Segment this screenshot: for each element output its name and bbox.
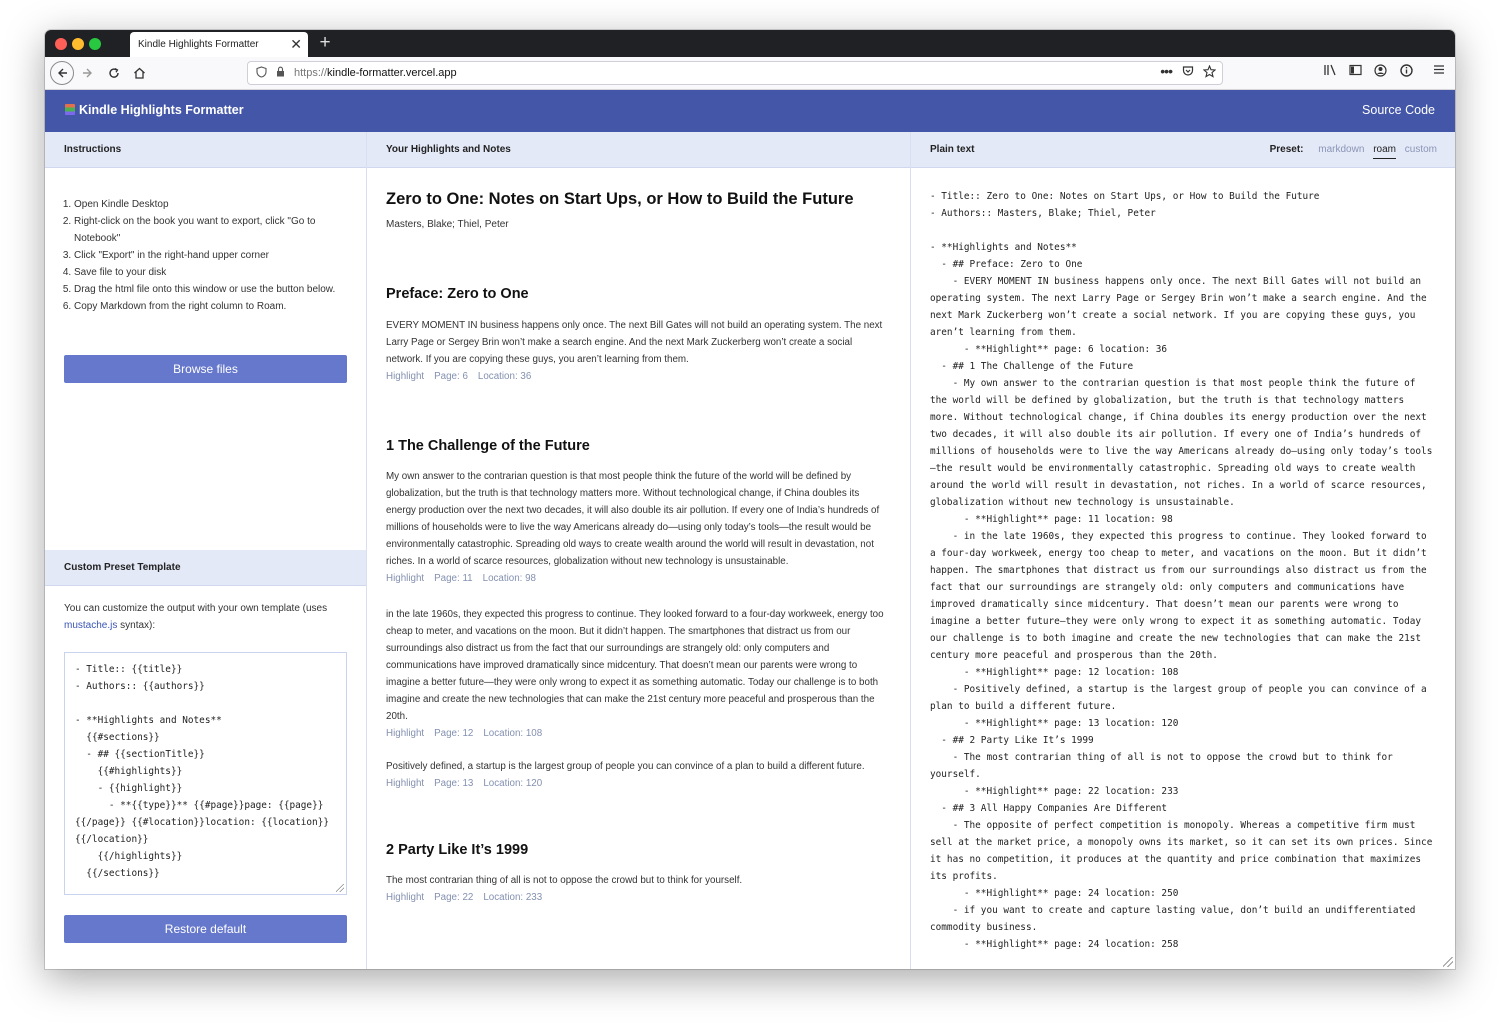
preset-selector xyxy=(1270,144,1437,155)
books-logo-icon xyxy=(65,104,75,115)
highlight-item xyxy=(386,758,891,792)
window-resize-grip-icon[interactable] xyxy=(1443,957,1453,967)
instruction-step: 6. Copy Markdown from the right column to Roam. xyxy=(74,298,347,315)
library-icon[interactable] xyxy=(1323,64,1337,79)
tab-title: Kindle Highlights Formatter xyxy=(138,39,259,50)
instruction-step: 2. Right-click on the book you want to export, click "Go to Notebook" xyxy=(74,213,347,247)
highlight-meta: Highlight Page: 6 Location: 36 xyxy=(386,371,532,382)
tab-bar xyxy=(45,30,1455,57)
home-icon xyxy=(133,67,146,79)
forward-button[interactable] xyxy=(77,62,99,84)
reload-button[interactable] xyxy=(103,62,125,84)
highlight-text: Positively defined, a startup is the largest group of people you can convince of a plan to build a different future. xyxy=(386,761,865,772)
template-textarea[interactable] xyxy=(64,652,347,895)
book-authors: Masters, Blake; Thiel, Peter xyxy=(386,219,509,230)
highlight-text: in the late 1960s, they expected this progress to continue. They looked forward to a four-day workweek, energy too cheap to meter, and vacations on the moon. But it didn’t happen. The smartphones that distract us from our surroundings also distract us from the fact that our surroundings are strangely old: only computers and communications have improved dramatically since midcentury. That doesn’t mean our parents were wrong to imagine a better future—they were only wrong to expect it as something automatic. Today our challenge is to both imagine and create the new technologies that can make the 21st century more peaceful and prosperous than the 20th. xyxy=(386,609,884,722)
section-title: 1 The Challenge of the Future xyxy=(386,438,590,454)
back-button[interactable] xyxy=(50,61,74,85)
pocket-icon[interactable] xyxy=(1182,65,1194,80)
resize-grip-icon[interactable] xyxy=(336,884,344,892)
hamburger-menu-icon[interactable] xyxy=(1433,64,1445,78)
app-header xyxy=(45,90,1455,132)
highlights-content xyxy=(367,190,910,906)
navigation-toolbar xyxy=(45,57,1455,90)
page-actions-icon[interactable]: ••• xyxy=(1160,63,1172,79)
close-window-button[interactable] xyxy=(55,38,67,50)
browser-tab[interactable] xyxy=(130,32,308,57)
mustache-link[interactable]: mustache.js xyxy=(64,620,118,631)
highlight-meta: Highlight Page: 11 Location: 98 xyxy=(386,573,537,584)
browse-files-button[interactable]: Browse files xyxy=(64,355,347,383)
highlight-meta: Highlight Page: 12 Location: 108 xyxy=(386,728,543,739)
book-title: Zero to One: Notes on Start Ups, or How to Build the Future xyxy=(386,190,854,208)
restore-default-button[interactable]: Restore default xyxy=(64,915,347,943)
app-columns xyxy=(45,132,1455,969)
custom-preset-body xyxy=(45,586,366,943)
instructions-list xyxy=(64,196,347,315)
sidebar-icon[interactable] xyxy=(1349,64,1362,79)
url-scheme: https:// xyxy=(294,67,328,79)
home-button[interactable] xyxy=(128,62,150,84)
preset-markdown-tab[interactable]: markdown xyxy=(1318,144,1365,155)
instructions-heading: Instructions xyxy=(45,132,366,168)
forward-arrow-icon xyxy=(82,67,94,79)
highlight-item xyxy=(386,606,891,742)
maximize-window-button[interactable] xyxy=(89,38,101,50)
highlights-heading: Your Highlights and Notes xyxy=(367,132,910,168)
highlight-text: My own answer to the contrarian question is that most people think the future of the world will be defined by globalization, but the truth is that technology matters more. Without technological change, if China doubles its energy production over the next two decades, it will also double its air pollution. If every one of India’s hundreds of millions of households were to live the way Americans already do—using only today’s tools—the result would be environmentally catastrophic. Spreading old ways to create wealth around the world will result in devastation, not riches. In a world of scarce resources, globalization without new technology is unsustainable. xyxy=(386,471,880,567)
left-column xyxy=(45,132,367,969)
plain-text-heading: Plain text xyxy=(930,144,975,155)
highlight-item xyxy=(386,468,891,587)
preset-custom-tab[interactable]: custom xyxy=(1404,144,1437,155)
instruction-step: 3. Click "Export" in the right-hand upper corner xyxy=(74,247,347,264)
browser-window xyxy=(45,30,1455,969)
app-title xyxy=(65,103,244,117)
output-header xyxy=(911,132,1455,168)
highlight-meta: Highlight Page: 13 Location: 120 xyxy=(386,778,543,789)
custom-preset-description: You can customize the output with your own template (uses mustache.js syntax): xyxy=(64,603,328,631)
highlight-item xyxy=(386,872,891,906)
address-bar[interactable] xyxy=(247,61,1223,85)
section-title: Preface: Zero to One xyxy=(386,286,529,302)
url-host: kindle-formatter.vercel.app xyxy=(327,67,457,79)
reload-icon xyxy=(108,67,120,79)
instruction-step: 1. Open Kindle Desktop xyxy=(74,196,347,213)
highlight-item xyxy=(386,317,891,385)
highlight-text: The most contrarian thing of all is not to oppose the crowd but to think for yourself. xyxy=(386,875,743,886)
minimize-window-button[interactable] xyxy=(72,38,84,50)
highlight-meta: Highlight Page: 22 Location: 233 xyxy=(386,892,543,903)
extension-info-icon[interactable] xyxy=(1400,64,1413,80)
highlights-column xyxy=(367,132,911,969)
bookmark-star-icon[interactable] xyxy=(1203,65,1216,81)
back-arrow-icon xyxy=(56,67,68,79)
instruction-step: 5. Drag the html file onto this window or use the button below. xyxy=(74,281,347,298)
new-tab-button[interactable]: + xyxy=(319,32,331,53)
custom-preset-section xyxy=(45,550,366,943)
tab-close-icon[interactable]: ✕ xyxy=(290,36,302,52)
account-icon[interactable] xyxy=(1374,64,1387,80)
shield-icon[interactable] xyxy=(256,66,267,81)
preset-roam-tab[interactable]: roam xyxy=(1373,144,1396,159)
instructions-panel xyxy=(45,168,366,550)
lock-icon[interactable] xyxy=(276,66,285,80)
highlight-text: EVERY MOMENT IN business happens only once. The next Bill Gates will not build an operating system. The next Larry Page or Sergey Brin won’t make a search engine. And the next Mark Zuckerberg won’t create a social network. If you are copying these guys, you aren’t learning from them. xyxy=(386,320,883,365)
preset-label: Preset: xyxy=(1269,144,1304,155)
template-text: - Title:: {{title}} - Authors:: {{authors}} - **Highlights and Notes** {{#sections}} - ## {{sectionTitle}} {{#highlights}} - {{highlight}} - **{{type}}** {{#page}}page: {{page}}{{/page}} {{#location}}location: {{location}}{{/location}} {{/highlights}} {{/sections}} xyxy=(75,664,329,879)
output-column xyxy=(911,132,1455,969)
custom-preset-heading: Custom Preset Template xyxy=(45,550,366,586)
source-code-link[interactable]: Source Code xyxy=(1362,103,1435,117)
section-title: 2 Party Like It’s 1999 xyxy=(386,842,529,858)
plain-text-output[interactable]: - Title:: Zero to One: Notes on Start Ups, or How to Build the Future - Authors:: Masters, Blake; Thiel, Peter - **Highlights and Notes** - ## Preface: Zero to One - EVERY MOMENT IN business happens only once. The next Bill Gates will not build an operating system. The next Larry Page or Sergey Brin won’t make a search engine. And the next Mark Zuckerberg won’t create a social network. If you are copying these guys, you aren’t learning from them. - **Highlight** page: 6 location: 36 - ## 1 The Challenge of the Future - My own answer to the contrarian question is that most people think the future of the world will be defined by globalization, but the truth is that technology matters more. Without technological change, if China doubles its energy production over the next two decades, it will also double its air pollution. If every one of India’s hundreds of millions of households were to live the way Americans already do—using only today’s tools—the result would be environmentally catastrophic. Spreading old ways to create wealth around the world will result in devastation, not riches. In a world of scarce resources, globalization without new technology is unsustainable. - **Highlight** page: 11 location: 98 - in the late 1960s, they expected this progress to continue. They looked forward to a four-day workweek, energy too cheap to meter, and vacations on the moon. But it didn’t happen. The smartphones that distract us from our surroundings also distract us from the fact that our surroundings are strangely old: only computers and communications have improved dramatically since midcentury. That doesn’t mean our parents were wrong to imagine a better future—they were only wrong to expect it as something automatic. Today our challenge is to both imagine and create the new technologies that can make the 21st century more peaceful and prosperous than the 20th. - **Highlight** page: 12 location: 108 - Positively defined, a startup is the largest group of people you can convince of a plan to build a different future. - **Highlight** page: 13 location: 120 - ## 2 Party Like It’s 1999 - The most contrarian thing of all is not to oppose the crowd but to think for yourself. - **Highlight** page: 22 location: 233 - ## 3 All Happy Companies Are Different - The opposite of perfect competition is monopoly. Whereas a competitive firm must sell at the market price, a monopoly owns its market, so it can set its own prices. Since it has no competition, it produces at the quantity and price combination that maximizes its profits. - **Highlight** page: 24 location: 250 - if you want to create and capture lasting value, don’t build an undifferentiated commodity business. - **Highlight** page: 24 location: 258 xyxy=(930,191,1433,950)
instruction-step: 4. Save file to your disk xyxy=(74,264,347,281)
app-title-text: Kindle Highlights Formatter xyxy=(79,103,244,117)
